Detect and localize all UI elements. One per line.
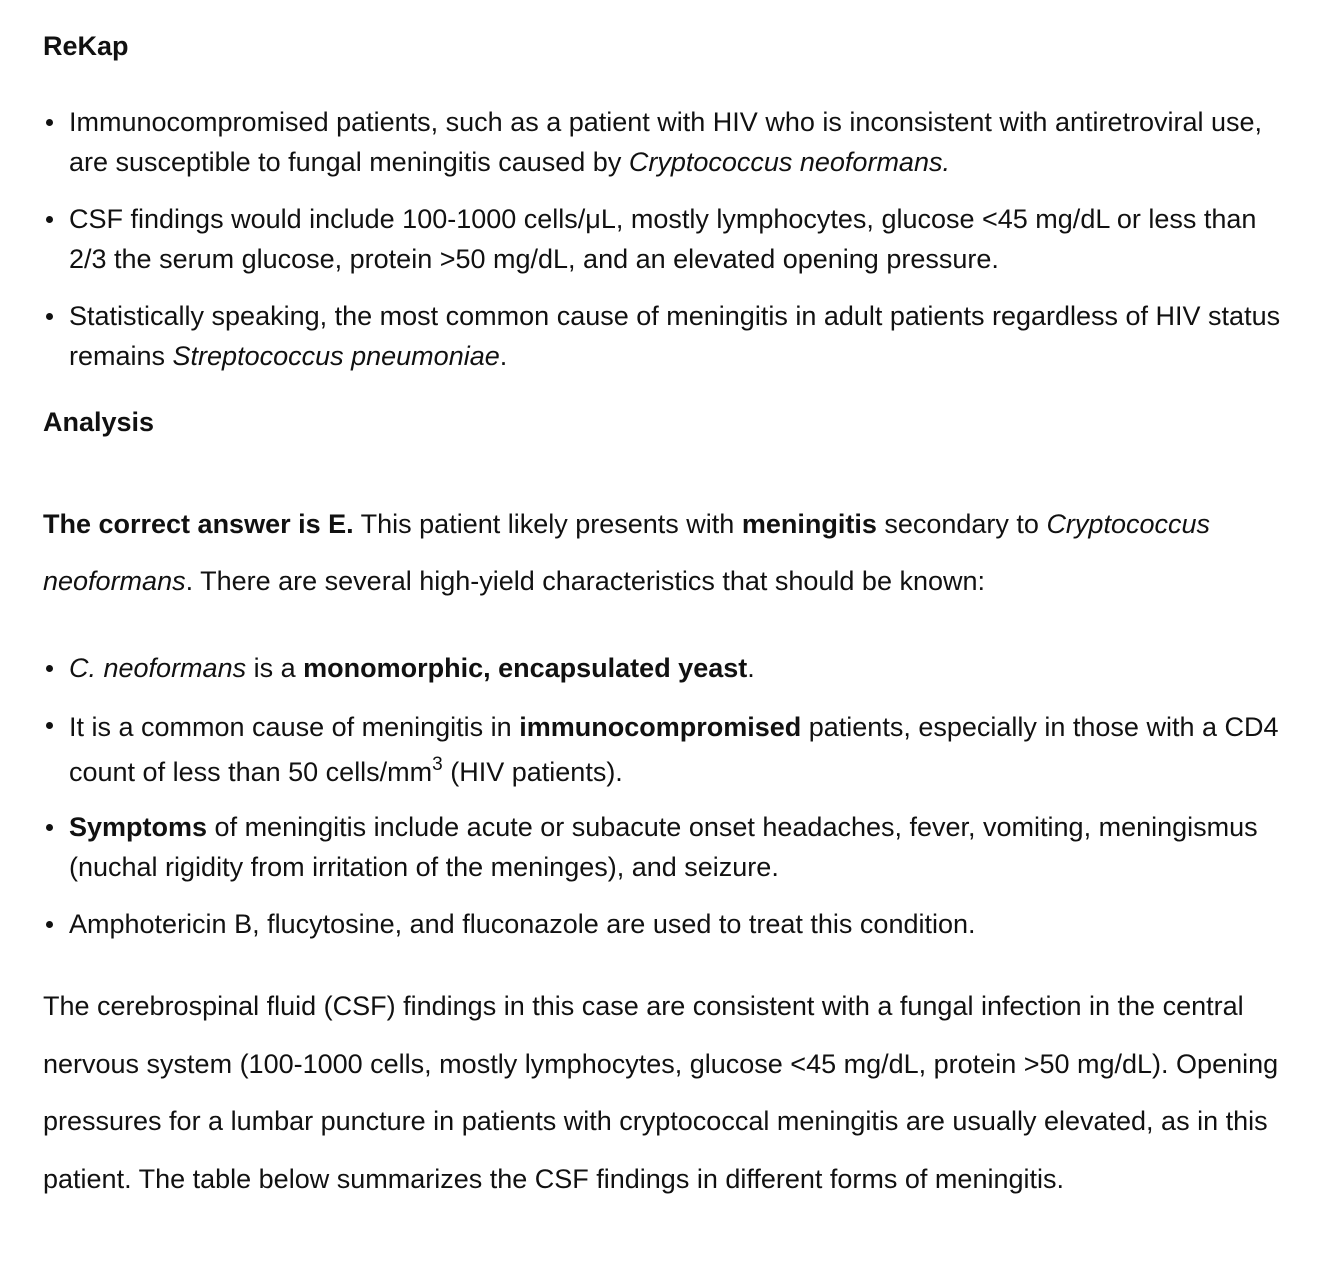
analysis-heading: Analysis (43, 407, 155, 437)
analysis-intro (43, 496, 1290, 610)
analysis-item-1-bold: monomorphic, encapsulated yeast (303, 653, 748, 683)
csf-findings-paragraph: The cerebrospinal fluid (CSF) findings in this case are consistent with a fungal infection in the central nervous system (100-1000 cells, mostly lymphocytes, glucose <45 mg/dL, protein >50 mg/dL). Opening pressures for a lumbar puncture in patients with cryptococcal meningitis are usually elevated, as in this patient. The table below summarizes the CSF findings in different forms of meningitis. (43, 991, 1279, 1194)
analysis-item-1 (43, 648, 1290, 688)
analysis-item-2-end: (HIV patients). (442, 757, 623, 787)
correct-answer-lead: The correct answer is E. (43, 509, 354, 539)
rekap-item-1-italic: Cryptococcus neoformans. (628, 147, 950, 177)
intro-part-3: . There are several high-yield characteristics that should be known: (185, 566, 986, 596)
analysis-item-2 (43, 705, 1290, 795)
intro-italic-term: Cryptococcus neoformans (43, 509, 1210, 596)
analysis-item-3 (43, 807, 1290, 887)
rekap-item-3-end: . (499, 341, 508, 371)
analysis-item-4-text: Amphotericin B, flucytosine, and fluconazole are used to treat this condition. (69, 909, 976, 939)
analysis-item-1-end: . (747, 653, 755, 683)
rekap-item-3-italic: Streptococcus pneumoniae (172, 341, 500, 371)
analysis-item-2-bold: immunocompromised (519, 712, 802, 742)
rekap-list (43, 102, 1290, 376)
analysis-item-3-bold: Symptoms (69, 812, 208, 842)
rekap-item-1 (43, 102, 1290, 182)
rekap-item-3 (43, 296, 1290, 376)
analysis-item-2-mid: patients, especially in those with a CD4 count of less than 50 cells/mm (69, 712, 1279, 787)
rekap-heading: ReKap (43, 31, 129, 61)
rekap-item-2-text: CSF findings would include 100-1000 cells/μL, mostly lymphocytes, glucose <45 mg/dL or less than 2/3 the serum glucose, protein >50 mg/dL, and an elevated opening pressure. (69, 204, 1257, 274)
analysis-item-4 (43, 904, 1290, 944)
analysis-item-2-sup: 3 (432, 754, 443, 775)
analysis-item-1-mid: is a (246, 653, 304, 683)
analysis-item-2-start: It is a common cause of meningitis in (69, 712, 520, 742)
analysis-item-3-rest: of meningitis include acute or subacute onset headaches, fever, vomiting, meningismus (nuchal rigidity from irritation of the meninges), and seizure. (69, 812, 1258, 882)
rekap-item-2 (43, 199, 1290, 279)
intro-part-2: secondary to (876, 509, 1047, 539)
analysis-list (43, 648, 1290, 944)
rekap-item-1-text: Immunocompromised patients, such as a patient with HIV who is inconsistent with antiretroviral use, are susceptible to fungal meningitis caused by (69, 107, 1263, 177)
intro-part-1: This patient likely presents with (353, 509, 742, 539)
rekap-item-3-text: Statistically speaking, the most common cause of meningitis in adult patients regardless of HIV status remains (69, 301, 1281, 371)
analysis-item-1-italic: C. neoformans (69, 653, 247, 683)
intro-bold-term: meningitis (741, 509, 877, 539)
